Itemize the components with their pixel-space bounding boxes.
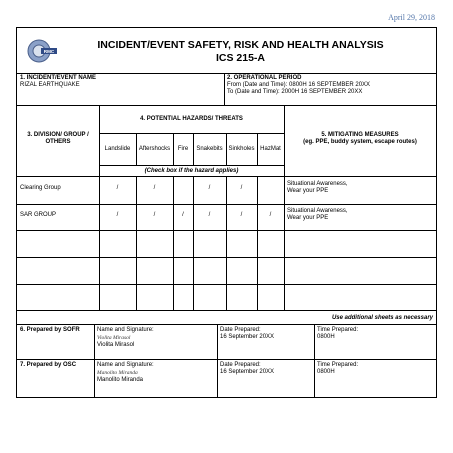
row-2-mark-landslide[interactable]: / [116, 212, 119, 218]
row-2-mark-fire[interactable]: / [182, 212, 184, 218]
osc-time-label: Time Prepared: [317, 362, 359, 368]
osc-signature[interactable]: Manolito Miranda [97, 370, 138, 376]
operational-period-label: 2. OPERATIONAL PERIOD [227, 75, 302, 81]
operational-period-from[interactable]: From (Date and Time): 0800H 16 SEPTEMBER 20XX [227, 82, 371, 88]
additional-sheets-note: Use additional sheets as necessary [331, 315, 433, 321]
sofr-time-label: Time Prepared: [317, 327, 359, 333]
row-2-group[interactable]: SAR GROUP [20, 212, 57, 218]
row-1-group[interactable]: Clearing Group [20, 185, 61, 191]
sofr-name[interactable]: Violita Mirasol [97, 342, 135, 348]
hazard-col-sinkholes: Sinkholes [228, 146, 255, 152]
row-2-mark-aftershocks[interactable]: / [153, 212, 156, 218]
logo-text: RMC [43, 48, 55, 54]
ics-215a-form [16, 27, 437, 398]
potential-hazards-header: 4. POTENTIAL HAZARDS/ THREATS [140, 116, 243, 122]
incident-name-label: 1. INCIDENT/EVENT NAME [20, 75, 97, 81]
row-2-mark-hazmat[interactable]: / [269, 212, 272, 218]
mitigating-measures-subheader: (eg. PPE, buddy system, escape routes) [303, 139, 417, 145]
form-title: INCIDENT/EVENT SAFETY, RISK AND HEALTH ANALYSIS [97, 39, 384, 51]
row-2-mitigation-line-2[interactable]: Wear your PPE [287, 215, 329, 221]
row-2-mark-snakebits[interactable]: / [208, 212, 211, 218]
row-1-mark-aftershocks[interactable]: / [153, 185, 156, 191]
prepared-osc-label: 7. Prepared by OSC [20, 362, 77, 368]
row-1-mark-landslide[interactable]: / [116, 185, 119, 191]
sofr-time[interactable]: 0800H [317, 334, 335, 340]
osc-date[interactable]: 16 September 20XX [220, 369, 275, 375]
sofr-date-label: Date Prepared: [220, 327, 261, 333]
hazard-col-aftershocks: Aftershocks [138, 146, 171, 152]
sofr-signature[interactable]: Violita Mirasol [97, 335, 131, 341]
osc-time[interactable]: 0800H [317, 369, 335, 375]
sofr-date[interactable]: 16 September 20XX [220, 334, 275, 340]
osc-name-label: Name and Signature: [97, 362, 154, 368]
incident-name-value[interactable]: RIZAL EARTHQUAKE [20, 82, 80, 88]
mitigating-measures-header: 5. MITIGATING MEASURES [321, 132, 399, 138]
form-header [17, 28, 436, 74]
division-group-header: 3. DIVISION/ GROUP / OTHERS [27, 132, 89, 145]
sofr-name-label: Name and Signature: [97, 327, 154, 333]
row-2-mark-sinkholes[interactable]: / [240, 212, 243, 218]
check-note: (Check box if the hazard applies) [144, 168, 239, 174]
prepared-sofr-label: 6. Prepared by SOFR [20, 327, 80, 333]
form-number: ICS 215-A [215, 52, 266, 64]
operational-period-to[interactable]: To (Date and Time): 2000H 16 SEPTEMBER 20XX [227, 89, 363, 95]
row-1-mark-snakebits[interactable]: / [208, 185, 211, 191]
hazard-col-landslide: Landslide [104, 146, 131, 152]
osc-date-label: Date Prepared: [220, 362, 261, 368]
row-2-mitigation-line-1[interactable]: Situational Awareness, [287, 208, 348, 214]
row-1-mitigation-line-2[interactable]: Wear your PPE [287, 188, 329, 194]
osc-name[interactable]: Manolito Miranda [97, 377, 144, 383]
hazard-col-snakebits: Snakebits [196, 146, 223, 152]
hazard-col-fire: Fire [177, 146, 189, 152]
row-1-mark-sinkholes[interactable]: / [240, 185, 243, 191]
row-1-mitigation-line-1[interactable]: Situational Awareness, [287, 181, 348, 187]
print-date: April 29, 2018 [388, 13, 435, 22]
hazard-col-hazmat: HazMat [260, 146, 281, 152]
